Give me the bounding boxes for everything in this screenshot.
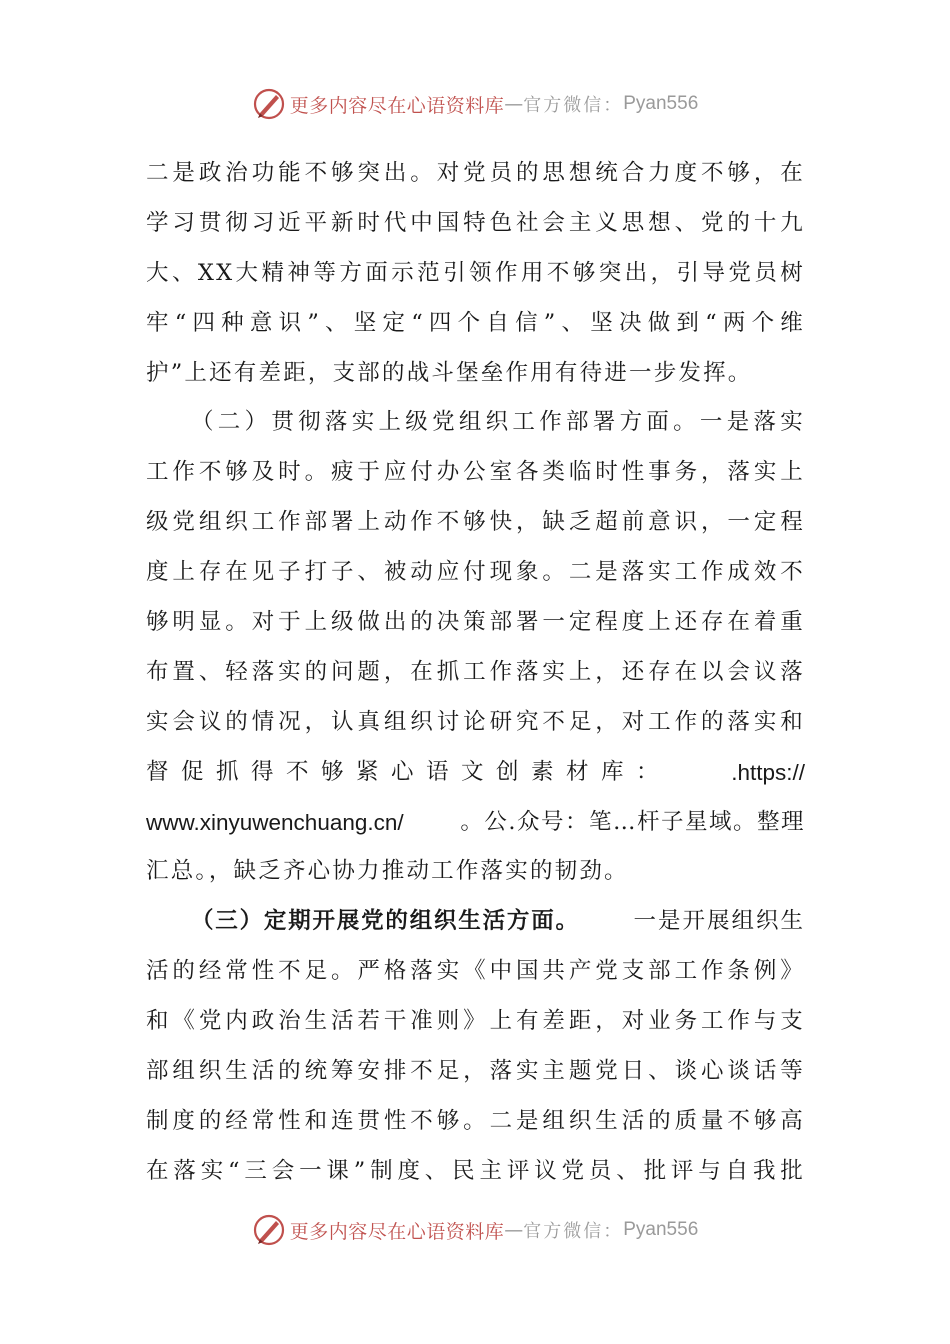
text-line: 在落实“三会一课”制度、民主评议党员、批评与自我批 — [146, 1157, 805, 1184]
pen-logo-icon — [252, 1213, 286, 1247]
text-line: 实会议的情况，认真组织讨论研究不足，对工作的落实和 — [146, 708, 805, 735]
text-line: 学习贯彻习近平新时代中国特色社会主义思想、党的十九 — [146, 209, 805, 236]
text-line — [146, 748, 805, 798]
header-wechat-label: 官方微信： — [523, 95, 624, 116]
url-fragment: www.xinyuwenchuang.cn/ — [146, 809, 404, 835]
text-line: 够明显。对于上级做出的决策部署一定程度上还存在着重 — [146, 609, 805, 636]
pen-logo-icon — [252, 87, 286, 121]
text-line: 部组织生活的统筹安排不足，落实主题党日、谈心谈话等 — [146, 1058, 805, 1085]
section-three-heading: （三）定期开展党的组织生活方面。 — [191, 908, 580, 935]
text-line: 汇总。，缺乏齐心协力推动工作落实的韧劲。 — [146, 858, 629, 885]
text-line: 大、XX大精神等方面示范引领作用不够突出，引导党员树 — [146, 259, 805, 286]
footer-wechat-label: 官方微信： — [523, 1221, 624, 1242]
footer-dash: — — [504, 1219, 524, 1241]
text-fragment: 。公.众号：笔…杆子星域。整理 — [460, 808, 805, 835]
text-line: 牢“四种意识”、坚定“四个自信”、坚决做到“两个维 — [146, 309, 805, 336]
section-three-line — [146, 897, 805, 947]
document-body — [146, 149, 805, 1197]
header-brand: 更多内容尽在心语资料库 — [289, 94, 505, 117]
text-line: 布置、轻落实的问题，在抓工作落实上，还存在以会议落 — [146, 658, 805, 685]
text-fragment: 一是开展组织生 — [633, 908, 805, 935]
footer-banner — [0, 1210, 950, 1250]
text-line: 度上存在见子打子、被动应付现象。二是落实工作成效不 — [146, 559, 805, 586]
footer-brand: 更多内容尽在心语资料库 — [289, 1220, 505, 1243]
text-line: 二是政治功能不够突出。对党员的思想统合力度不够，在 — [146, 160, 805, 186]
text-line: 护”上还有差距，支部的战斗堡垒作用有待进一步发挥。 — [146, 359, 753, 386]
header-wechat-id: Pyan556 — [623, 93, 699, 114]
text-line: 工作不够及时。疲于应付办公室各类临时性事务，落实上 — [146, 459, 805, 486]
text-line — [146, 798, 805, 848]
link-fragment: .https:// — [731, 759, 805, 785]
text-line: 活的经常性不足。严格落实《中国共产党支部工作条例》 — [146, 958, 805, 985]
text-line: 和《党内政治生活若干准则》上有差距，对业务工作与支 — [146, 1008, 805, 1035]
text-line: 级党组织工作部署上动作不够快，缺乏超前意识，一定程 — [146, 509, 805, 536]
section-two-heading-line: （二）贯彻落实上级党组织工作部署方面。一是落实 — [191, 409, 805, 436]
header-dash: — — [504, 93, 524, 115]
text-fragment: 督促抓得不够紧心语文创素材库： — [146, 758, 672, 785]
footer-wechat-id: Pyan556 — [623, 1219, 699, 1240]
header-banner — [0, 84, 950, 124]
text-line: 制度的经常性和连贯性不够。二是组织生活的质量不够高 — [146, 1107, 805, 1134]
